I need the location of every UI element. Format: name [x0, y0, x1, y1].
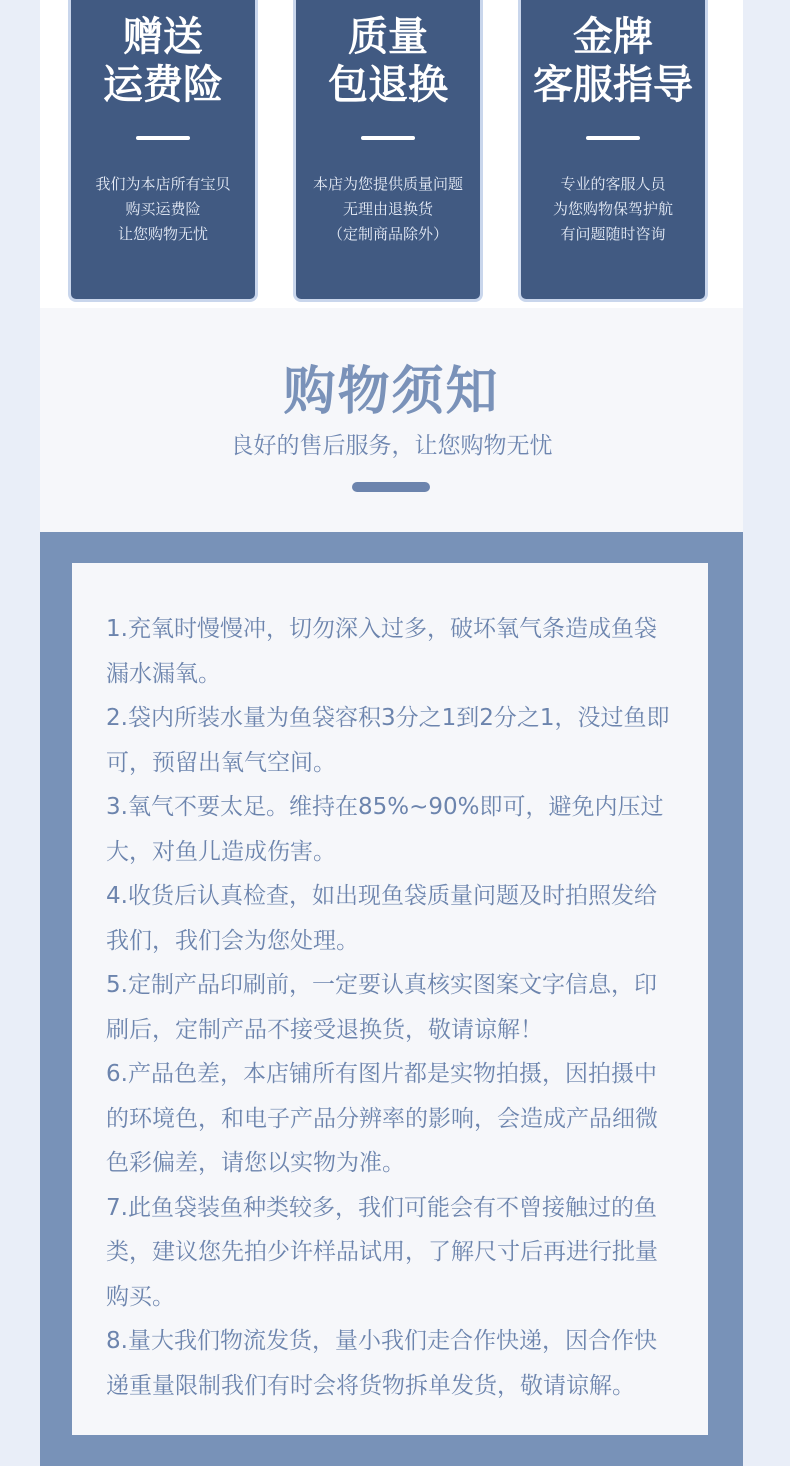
notice-item: 1.充氧时慢慢冲，切勿深入过多，破坏氧气条造成鱼袋漏水漏氧。 — [106, 616, 657, 687]
card-gold-service — [518, 0, 708, 302]
notice-list — [106, 607, 678, 1408]
notice-item: 8.量大我们物流发货，量小我们走合作快递，因合作快递重量限制我们有时会将货物拆单发货，敬请谅解。 — [106, 1328, 657, 1399]
notice-item: 3.氧气不要太足。维持在85%~90%即可，避免内压过大，对鱼儿造成伤害。 — [106, 794, 664, 865]
section-title: 购物须知 — [283, 362, 500, 422]
card-divider — [136, 136, 190, 140]
shopping-notice-heading — [40, 308, 743, 532]
card-title: 赠送 运费险 — [103, 14, 223, 108]
notice-item: 6.产品色差，本店铺所有图片都是实物拍摄，因拍摄中的环境色，和电子产品分辨率的影响，会造成产品细微色彩偏差，请您以实物为准。 — [106, 1061, 658, 1176]
card-shipping-insurance — [68, 0, 258, 302]
section-subtitle: 良好的售后服务，让您购物无忧 — [230, 433, 553, 459]
notice-item: 5.定制产品印刷前，一定要认真核实图案文字信息，印刷后，定制产品不接受退换货，敬请谅解！ — [106, 972, 657, 1043]
card-quality-return — [293, 0, 483, 302]
card-title: 质量 包退换 — [328, 14, 448, 108]
section-divider — [352, 482, 430, 492]
service-cards — [40, 0, 743, 308]
card-title: 金牌 客服指导 — [533, 14, 693, 108]
notice-item: 2.袋内所装水量为鱼袋容积3分之1到2分之1，没过鱼即可，预留出氧气空间。 — [106, 705, 670, 776]
card-divider — [586, 136, 640, 140]
notice-panel — [72, 563, 708, 1435]
card-divider — [361, 136, 415, 140]
page — [40, 0, 743, 1466]
card-description: 本店为您提供质量问题 无理由退换货 （定制商品除外） — [312, 175, 463, 243]
card-description: 专业的客服人员 为您购物保驾护航 有问题随时咨询 — [552, 175, 673, 243]
card-description: 我们为本店所有宝贝 购买运费险 让您购物无忧 — [95, 175, 231, 243]
notice-item: 7.此鱼袋装鱼种类较多，我们可能会有不曾接触过的鱼类，建议您先拍少许样品试用，了解尺寸后再进行批量购买。 — [106, 1194, 658, 1310]
notice-item: 4.收货后认真检查，如出现鱼袋质量问题及时拍照发给我们，我们会为您处理。 — [106, 883, 657, 954]
notice-section — [40, 532, 743, 1466]
